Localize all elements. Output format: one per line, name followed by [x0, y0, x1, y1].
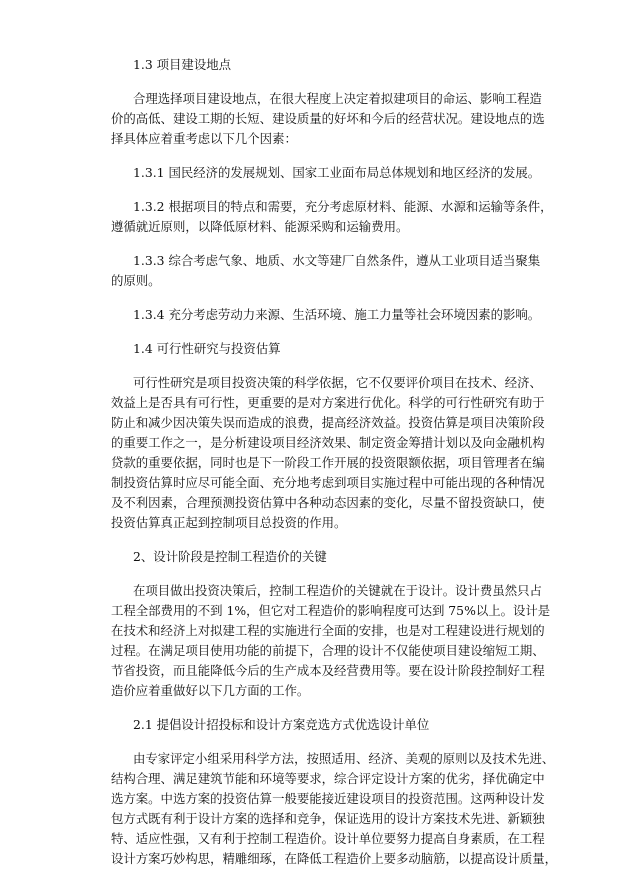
- text-line: 1.3.1 国民经济的发展规划、国家工业面布局总体规划和地区经济的发展。: [133, 165, 541, 180]
- paragraph-gap: [111, 735, 533, 749]
- text-line: 可行性研究是项目投资决策的科学依据，它不仅要评价项目在技术、经济、: [133, 375, 542, 390]
- text-line: 选方案。中选方案的投资估算一般要能接近建设项目的投资范围。这两种设计发: [111, 791, 545, 806]
- text-line: 结构合理、满足建筑节能和环境等要求，综合评定设计方案的优劣，择优确定中: [111, 771, 545, 786]
- paragraph: [111, 251, 541, 291]
- section-heading: [111, 715, 533, 735]
- text-line: 1.3.4 充分考虑劳动力来源、生活环境、施工力量等社会环境因素的影响。: [133, 307, 541, 322]
- text-line: 包方式既有利于设计方案的选择和竞争，保证选用的设计方案技术先进、新颖独: [111, 811, 545, 826]
- text-line: 制投资估算时应尽可能全面、充分地考虑到项目实施过程中可能出现的各种情况: [111, 475, 545, 490]
- paragraph-gap: [111, 567, 533, 581]
- paragraph-gap: [111, 149, 533, 163]
- text-line: 贷款的重要依据，同时也是下一阶段工作开展的投资限额依据，项目管理者在编: [111, 455, 545, 470]
- paragraph-gap: [111, 237, 533, 251]
- text-line: 及不利因素，合理预测投资估算中各种动态因素的变化，尽量不留投资缺口，使: [111, 495, 545, 510]
- text-line: 在技术和经济上对拟建工程的实施进行全面的安排，也是对工程建设进行规划的: [111, 623, 545, 638]
- paragraph-gap: [111, 359, 533, 373]
- paragraph-gap: [111, 701, 533, 715]
- section-heading: [111, 547, 533, 567]
- text-line: 效益上是否具有可行性，更重要的是对方案进行优化。科学的可行性研究有助于: [111, 395, 545, 410]
- text-line: 合理选择项目建设地点，在很大程度上决定着拟建项目的命运、影响工程造: [133, 91, 542, 106]
- paragraph-gap: [111, 325, 533, 339]
- paragraph-gap: [111, 533, 533, 547]
- text-line: 特、适应性强，又有利于控制工程造价。设计单位要努力提高自身素质，在工程: [111, 831, 545, 846]
- paragraph: [111, 373, 545, 533]
- paragraph: [111, 197, 553, 237]
- paragraph-gap: [111, 183, 533, 197]
- text-line: 1.3 项目建设地点: [133, 57, 231, 72]
- paragraph: [111, 581, 551, 701]
- text-line: 过程。在满足项目使用功能的前提下，合理的设计不仅能使项目建设缩短工期、: [111, 643, 545, 658]
- section-heading: [111, 55, 533, 75]
- text-line: 造价应着重做好以下几方面的工作。: [111, 683, 310, 698]
- text-line: 1.3.3 综合考虑气象、地质、水文等建厂自然条件，遵从工业项目适当聚集: [133, 253, 541, 268]
- paragraph: [111, 305, 541, 325]
- text-line: 的重要工作之一，是分析建设项目经济效果、制定资金筹措计划以及向金融机构: [111, 435, 545, 450]
- text-line: 投资估算真正起到控制项目总投资的作用。: [111, 515, 347, 530]
- text-line: 节省投资，而且能降低今后的生产成本及经营费用等。要在设计阶段控制好工程: [111, 663, 545, 678]
- section-heading: [111, 339, 533, 359]
- text-line: 的原则。: [111, 273, 161, 288]
- paragraph: [111, 749, 558, 869]
- text-line: 2、设计阶段是控制工程造价的关键: [133, 549, 327, 564]
- text-line: 遵循就近原则，以降低原材料、能源采购和运输费用。: [111, 219, 409, 234]
- document-body: [111, 55, 558, 869]
- text-line: 1.4 可行性研究与投资估算: [133, 341, 281, 356]
- text-line: 由专家评定小组采用科学方法，按照适用、经济、美观的原则以及技术先进、: [133, 751, 555, 766]
- text-line: 择具体应着重考虑以下几个因素：: [111, 131, 297, 146]
- text-line: 1.3.2 根据项目的特点和需要，充分考虑原材料、能源、水源和运输等条件，: [133, 199, 553, 214]
- text-line: 防止和减少因决策失误而造成的浪费，提高经济效益。投资估算是项目决策阶段: [111, 415, 545, 430]
- paragraph-gap: [111, 291, 533, 305]
- paragraph: [111, 163, 541, 183]
- text-line: 价的高低、建设工期的长短、建设质量的好坏和今后的经营状况。建设地点的选: [111, 111, 545, 126]
- text-line: 2.1 提倡设计招投标和设计方案竞选方式优选设计单位: [133, 717, 430, 732]
- paragraph-gap: [111, 75, 533, 89]
- text-line: 工程全部费用的不到 1%，但它对工程造价的影响程度可达到 75%以上。设计是: [111, 603, 551, 618]
- paragraph: [111, 89, 545, 149]
- text-line: 在项目做出投资决策后，控制工程造价的关键就在于设计。设计费虽然只占: [133, 583, 542, 598]
- text-line: 设计方案巧妙构思，精雕细琢，在降低工程造价上要多动脑筋，以提高设计质量，: [111, 851, 558, 866]
